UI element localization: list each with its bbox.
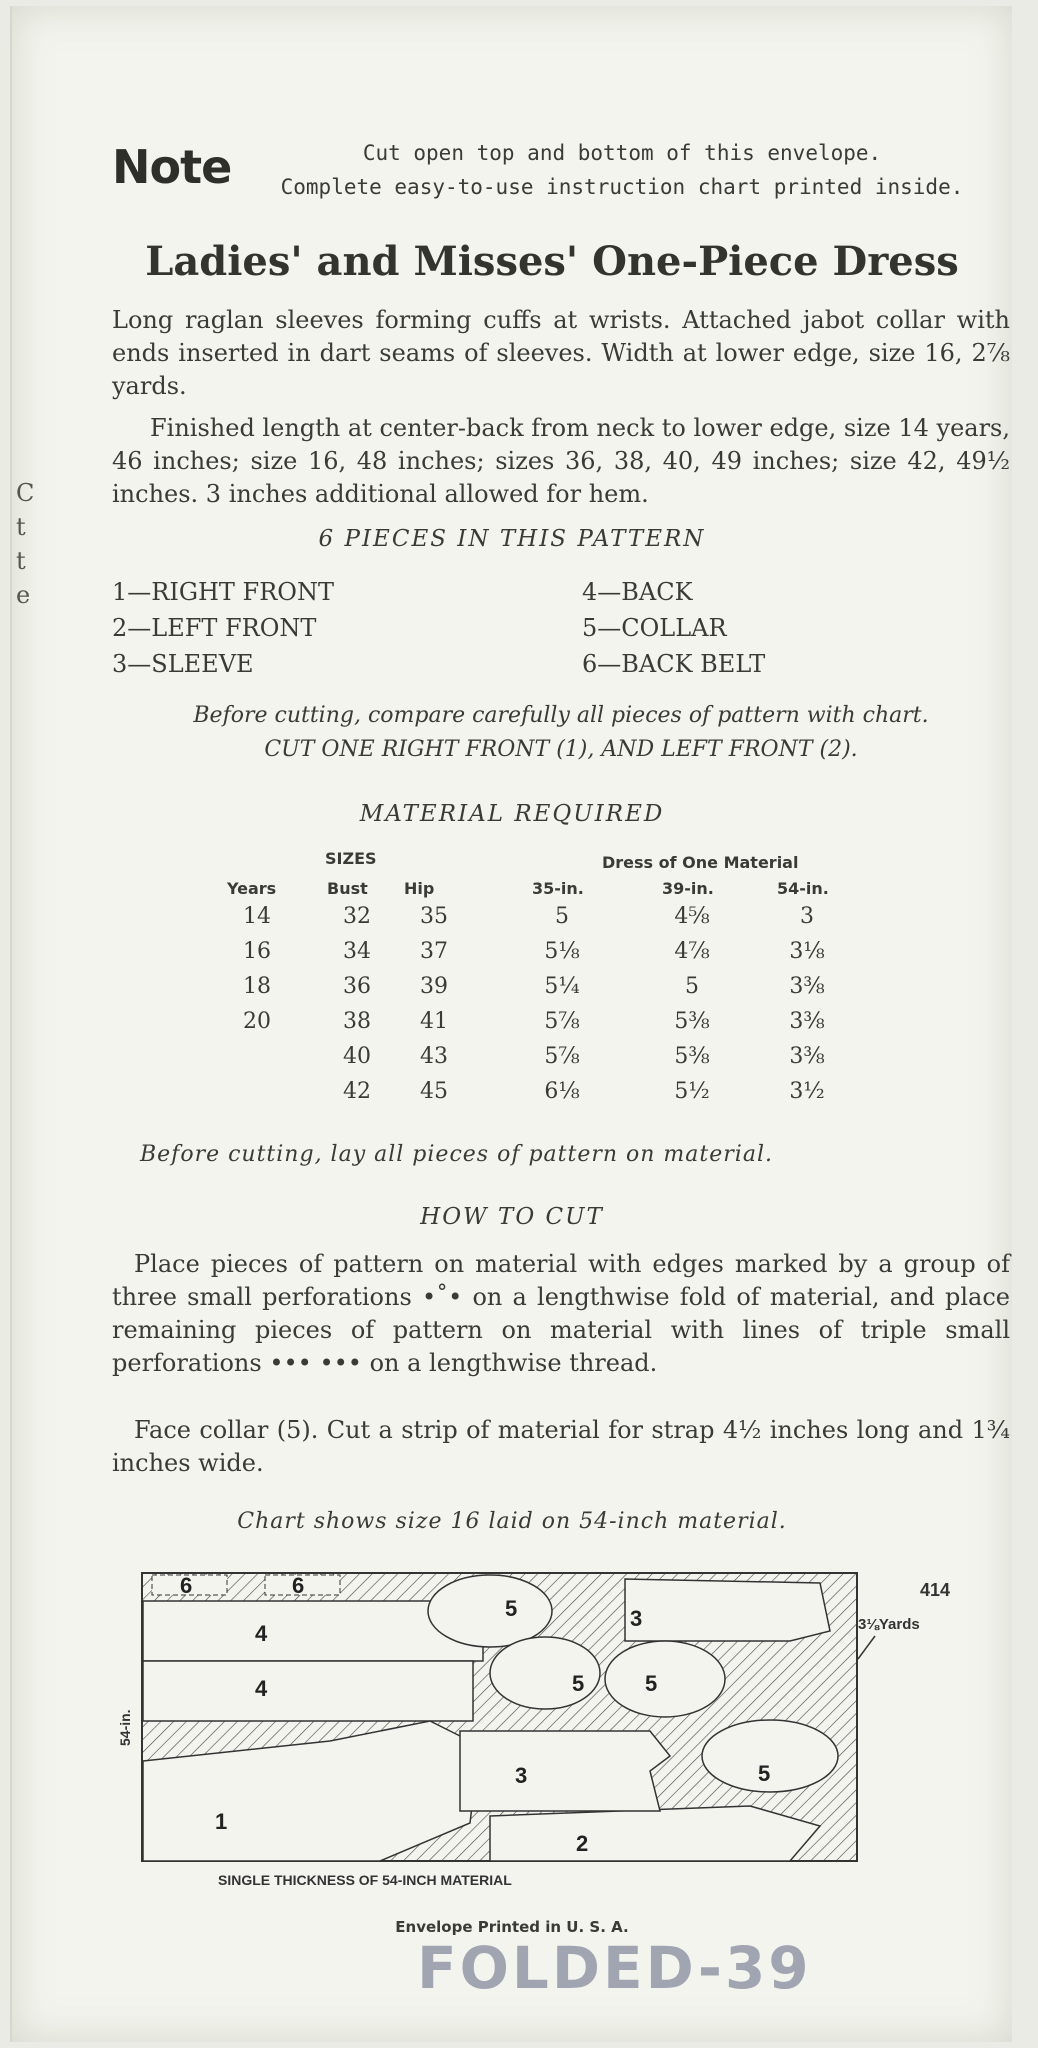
table-cell: 3⅜ xyxy=(789,1044,825,1069)
table-header: Bust xyxy=(327,879,368,898)
edge-fragment: e xyxy=(16,581,31,609)
table-cell: 34 xyxy=(343,939,371,964)
table-cell: 5⅜ xyxy=(674,1009,710,1034)
table-cell: 45 xyxy=(420,1079,448,1104)
material-heading: MATERIAL REQUIRED xyxy=(359,801,665,827)
table-cell: 14 xyxy=(243,904,271,929)
note-line-1: Cut open top and bottom of this envelope. xyxy=(362,141,882,165)
table-cell: 5⅜ xyxy=(674,1044,710,1069)
table-header: 39-in. xyxy=(662,879,714,898)
lay-note: Before cutting, lay all pieces of pattern on material. xyxy=(140,1142,773,1167)
cutting-note-compare: Before cutting, compare carefully all pieces of pattern with chart. xyxy=(193,703,929,728)
table-cell: 35 xyxy=(420,904,448,929)
piece-left-front xyxy=(490,1806,820,1861)
how-to-cut-heading: HOW TO CUT xyxy=(420,1204,604,1230)
piece-item: 6—BACK BELT xyxy=(582,650,766,678)
note-block xyxy=(112,136,992,206)
table-cell: 37 xyxy=(420,939,448,964)
thread-perforation-symbol: ••• ••• xyxy=(269,1349,362,1377)
yards-arrow xyxy=(858,1636,875,1659)
piece-number-label: 5 xyxy=(505,1596,518,1621)
table-cell: 36 xyxy=(343,974,371,999)
piece-number-label: 5 xyxy=(758,1761,771,1786)
table-cell: 4⅝ xyxy=(674,904,710,929)
chart-caption: Chart shows size 16 laid on 54-inch material. xyxy=(237,1509,787,1534)
diagram-footer: SINGLE THICKNESS OF 54-INCH MATERIAL xyxy=(218,1872,512,1888)
piece-number-label: 3 xyxy=(515,1763,528,1788)
table-header: Years xyxy=(227,879,277,898)
piece-number-label: 6 xyxy=(292,1573,305,1598)
piece-number-label: 6 xyxy=(180,1573,193,1598)
table-cell: 42 xyxy=(343,1079,371,1104)
table-header: 35-in. xyxy=(532,879,584,898)
cutting-layout-diagram xyxy=(117,1561,1010,1891)
table-cell: 32 xyxy=(343,904,371,929)
piece-item: 2—LEFT FRONT xyxy=(112,614,317,642)
table-cell: 3⅜ xyxy=(789,1009,825,1034)
sizes-label: SIZES xyxy=(325,849,377,868)
table-cell: 43 xyxy=(420,1044,448,1069)
piece-number-label: 4 xyxy=(255,1621,268,1646)
cutting-notes xyxy=(112,699,1010,767)
face-collar-paragraph: Face collar (5). Cut a strip of material for strap 4½ inches long and 1¾ inches wide. xyxy=(112,1416,1010,1477)
piece-item: 5—COLLAR xyxy=(582,614,727,642)
finished-length-paragraph: Finished length at center-back from neck to lower edge, size 14 years, 46 inches; size 16, 48 inches; sizes 36, 38, 40, 49 inches; size 42, 49½ inches. 3 inches additional allowed for hem. xyxy=(112,414,1010,508)
cut-text-a: Place pieces of pattern on material with edges marked by a group of three small perforations xyxy=(112,1250,1010,1311)
printed-in-label: Envelope Printed in U. S. A. xyxy=(395,1918,629,1936)
table-cell: 3⅜ xyxy=(789,974,825,999)
table-cell: 5 xyxy=(685,974,699,999)
description-paragraph: Long raglan sleeves forming cuffs at wrists. Attached jabot collar with ends inserted in dart seams of sleeves. Width at lower edge, size 16, 2⅞ yards. xyxy=(112,306,1010,400)
dress-label: Dress of One Material xyxy=(602,853,799,872)
pieces-column-right xyxy=(582,574,765,682)
pieces-column-left xyxy=(112,574,334,682)
table-cell: 6⅛ xyxy=(544,1079,580,1104)
cut-text-b: on a lengthwise fold of material, and place remaining pieces of pattern on material with lines of triple small perforations xyxy=(112,1283,1010,1377)
pieces-heading: 6 PIECES IN THIS PATTERN xyxy=(318,526,706,552)
table-cell: 3 xyxy=(800,904,814,929)
piece-number-label: 1 xyxy=(215,1809,228,1834)
piece-collar-1 xyxy=(428,1575,552,1647)
piece-number-label: 2 xyxy=(576,1831,589,1856)
table-cell: 5⅞ xyxy=(544,1044,580,1069)
fold-perforation-symbol: •˚• xyxy=(421,1283,463,1311)
edge-fragment: C xyxy=(16,479,35,507)
pattern-number: 414 xyxy=(920,1580,951,1600)
table-cell: 5⅛ xyxy=(544,939,580,964)
table-cell: 3⅛ xyxy=(789,939,825,964)
piece-item: 3—SLEEVE xyxy=(112,650,254,678)
table-cell: 5 xyxy=(555,904,569,929)
note-text xyxy=(252,136,992,204)
yards-label: 3⅛Yards xyxy=(858,1616,920,1633)
table-cell: 16 xyxy=(243,939,271,964)
piece-back-lower xyxy=(143,1661,473,1721)
table-cell: 5⅞ xyxy=(544,1009,580,1034)
table-cell: 38 xyxy=(343,1009,371,1034)
piece-item: 1—RIGHT FRONT xyxy=(112,578,334,606)
how-to-cut-paragraph xyxy=(112,1248,1010,1380)
piece-number-label: 5 xyxy=(572,1671,585,1696)
note-line-2: Complete easy-to-use instruction chart printed inside. xyxy=(280,175,964,199)
piece-sleeve-upper xyxy=(625,1579,830,1641)
table-cell: 40 xyxy=(343,1044,371,1069)
pattern-title: Ladies' and Misses' One-Piece Dress xyxy=(145,238,959,285)
edge-fragment: t xyxy=(16,547,26,575)
table-cell: 41 xyxy=(420,1009,448,1034)
table-header: 54-in. xyxy=(777,879,829,898)
table-cell: 18 xyxy=(243,974,271,999)
table-cell: 20 xyxy=(243,1009,271,1034)
table-cell: 5¼ xyxy=(544,974,580,999)
piece-number-label: 5 xyxy=(645,1671,658,1696)
cutting-note-fronts: CUT ONE RIGHT FRONT (1), AND LEFT FRONT (2). xyxy=(264,737,858,762)
piece-collar-3 xyxy=(605,1641,725,1717)
cut-text-c: on a lengthwise thread. xyxy=(369,1349,658,1377)
piece-item: 4—BACK xyxy=(582,578,693,606)
table-cell: 39 xyxy=(420,974,448,999)
width-label: 54-in. xyxy=(117,1709,133,1746)
table-header: Hip xyxy=(404,879,435,898)
envelope-page xyxy=(10,6,1012,2042)
piece-number-label: 4 xyxy=(255,1676,268,1701)
table-cell: 5½ xyxy=(674,1079,710,1104)
note-heading: Note xyxy=(112,140,232,194)
table-cell: 4⅞ xyxy=(674,939,710,964)
piece-sleeve-lower xyxy=(460,1731,670,1811)
edge-fragment: t xyxy=(16,513,26,541)
piece-number-label: 3 xyxy=(630,1606,643,1631)
table-cell: 3½ xyxy=(789,1079,825,1104)
folded-stamp: FOLDED-39 xyxy=(417,1934,812,2002)
